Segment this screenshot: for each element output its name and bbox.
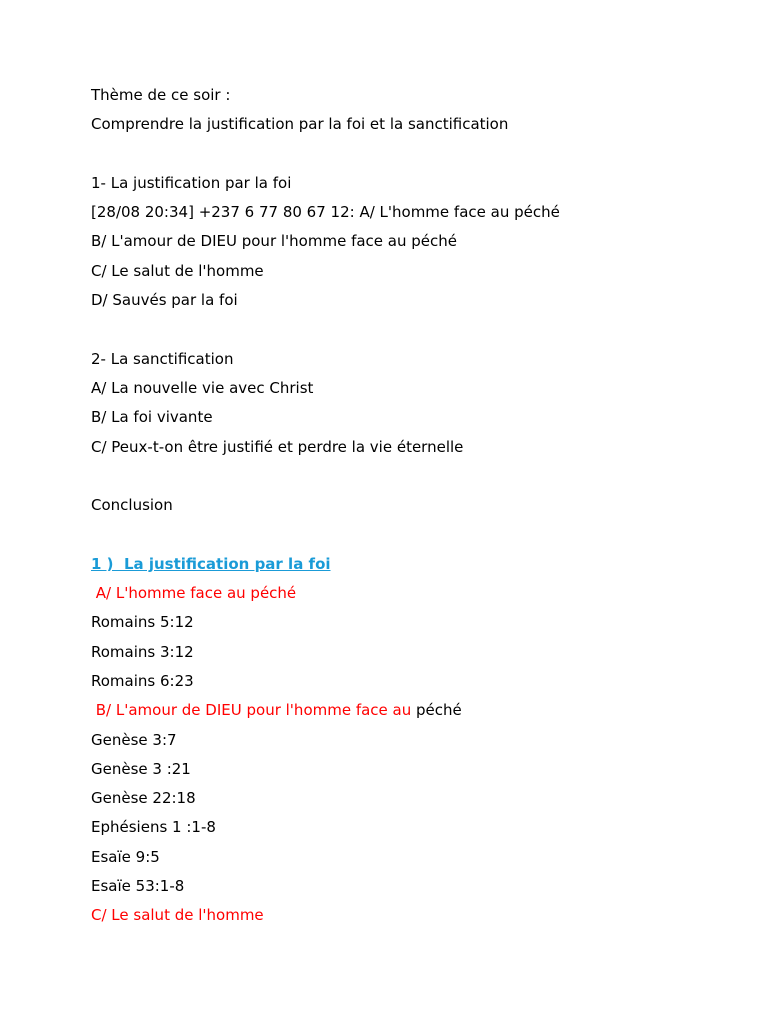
reference-line: Ephésiens 1 :1-8 — [91, 818, 216, 837]
reference-line: Romains 5:12 — [91, 613, 194, 632]
reference-line: Esaïe 53:1-8 — [91, 877, 185, 896]
reference-line: Genèse 3 :21 — [91, 759, 191, 778]
blank-line — [91, 523, 731, 552]
conclusion: Conclusion — [91, 496, 173, 515]
outline-1-title: 1- La justification par la foi — [91, 173, 292, 192]
section-1-c-subheading: C/ Le salut de l'homme — [91, 906, 264, 925]
outline-1-b: B/ L'amour de DIEU pour l'homme face au péché — [91, 232, 457, 251]
outline-2-b: B/ La foi vivante — [91, 408, 213, 427]
reference-line: Romains 3:12 — [91, 642, 194, 661]
theme-title: Comprendre la justification par la foi et la sanctification — [91, 115, 509, 134]
outline-2-title: 2- La sanctification — [91, 349, 234, 368]
reference-line: Romains 6:23 — [91, 671, 194, 690]
section-1-heading: 1 ) La justification par la foi — [91, 554, 331, 573]
blank-line — [91, 143, 731, 172]
reference-line: Genèse 3:7 — [91, 730, 177, 749]
blank-line — [91, 465, 731, 494]
theme-label: Thème de ce soir : — [91, 86, 231, 104]
section-1-b-black-text: péché — [411, 701, 462, 720]
blank-line — [91, 318, 731, 347]
outline-2-c: C/ Peux-t-on être justifié et perdre la vie éternelle — [91, 437, 464, 456]
outline-2-a: A/ La nouvelle vie avec Christ — [91, 378, 314, 397]
reference-line: Genèse 22:18 — [91, 789, 196, 808]
outline-1-d: D/ Sauvés par la foi — [91, 291, 238, 310]
section-1-a-subheading: A/ L'homme face au péché — [91, 584, 297, 603]
outline-1-c: C/ Le salut de l'homme — [91, 261, 264, 280]
reference-line: Esaïe 9:5 — [91, 847, 160, 866]
section-1-b-red-text: B/ L'amour de DIEU pour l'homme face au — [91, 701, 412, 720]
outline-1-a: [28/08 20:34] +237 6 77 80 67 12: A/ L'homme face au péché — [91, 203, 560, 222]
document-content — [91, 84, 731, 934]
section-1-b-subheading — [91, 699, 731, 728]
